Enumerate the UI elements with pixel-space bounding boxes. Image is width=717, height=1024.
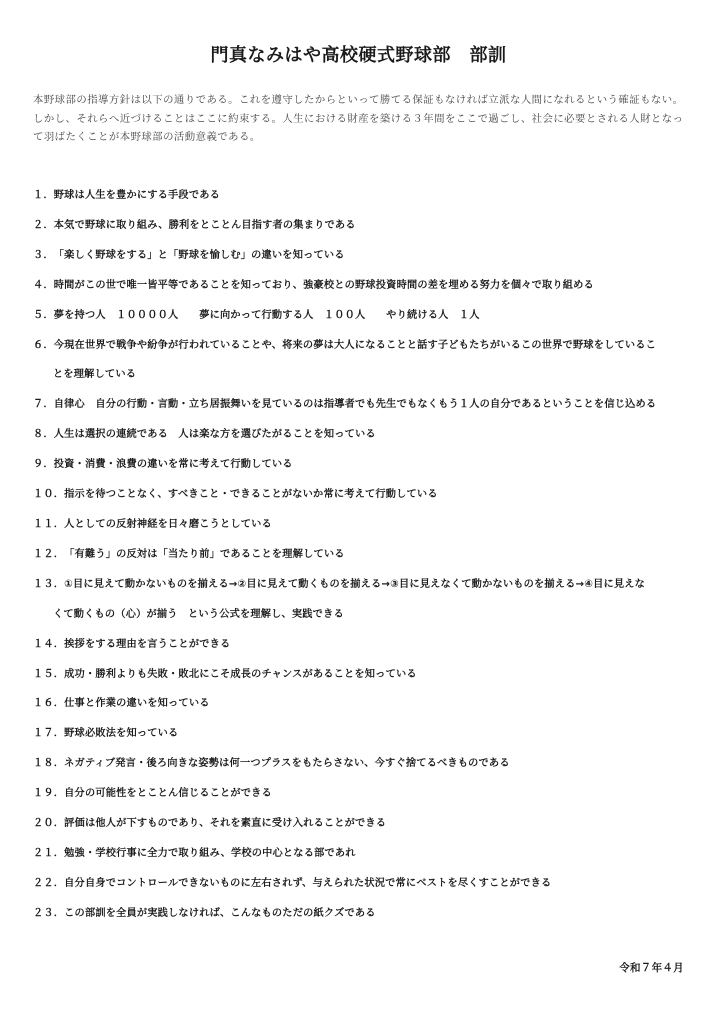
rule-item [33, 450, 693, 480]
rule-text-continuation: くて動くもの（心）が揃う という公式を理解し、実践できる [53, 608, 344, 620]
rule-number: １６． [33, 698, 65, 710]
rule-number: １３． [33, 578, 65, 590]
rule-number: ２３． [33, 907, 65, 919]
rule-text: 指示を待つことなく、すべきこと・できることがないか常に考えて行動している [64, 489, 438, 501]
rule-text: 自分自身でコントロールできないものに左右されず、与えられた状況で常にベストを尽くすことができる [64, 877, 552, 889]
rules-list [33, 181, 693, 929]
rule-number: １４． [33, 638, 65, 650]
rule-text: 「楽しく野球をする」と「野球を愉しむ」の違いを知っている [53, 249, 345, 261]
rule-item [33, 510, 693, 540]
rule-text: 自律心 自分の行動・言動・立ち居振舞いを見ているのは指導者でも先生でもなくもう１人の自分であるということを信じ込める [53, 399, 657, 411]
rule-number: １８． [33, 758, 65, 770]
rule-number: ４． [33, 279, 54, 291]
rule-text: 評価は他人が下すものであり、それを素直に受け入れることができる [64, 818, 387, 830]
rule-number: ２０． [33, 818, 65, 830]
rule-item [33, 271, 693, 301]
rule-item [33, 241, 693, 271]
rule-item [33, 181, 693, 211]
rule-item [33, 301, 693, 331]
rule-text: 「有難う」の反対は「当たり前」であることを理解している [64, 548, 345, 560]
rule-text: ネガティブ発言・後ろ向きな姿勢は何一つプラスをもたらさない、今すぐ捨てるべきものである [64, 758, 510, 770]
rule-text: 野球は人生を豊かにする手段である [53, 190, 220, 201]
rule-text: 夢を持つ人 １００００人 夢に向かって行動する人 １００人 やり続ける人 １人 [53, 309, 480, 321]
rule-item [33, 630, 693, 660]
rule-item [33, 211, 693, 241]
rule-text: 成功・勝利よりも失敗・敗北にこそ成長のチャンスがあることを知っている [64, 668, 417, 680]
rule-number: １１． [33, 518, 65, 530]
rule-item [33, 660, 693, 690]
rule-text: 自分の可能性をとことん信じることができる [64, 788, 272, 800]
rule-text: 投資・消費・浪費の違いを常に考えて行動している [53, 459, 293, 471]
rule-item [33, 839, 693, 869]
rule-number: ２２． [33, 877, 65, 889]
rule-number: ７． [33, 399, 54, 411]
rule-item [33, 899, 693, 929]
rule-number: ５． [33, 309, 54, 321]
rule-item [33, 869, 693, 899]
rule-text-continuation: とを理解している [53, 369, 137, 381]
rule-item [33, 570, 693, 630]
rule-number: １５． [33, 668, 65, 680]
rule-number: ２． [33, 219, 54, 231]
rule-text: この部訓を全員が実践しなければ、こんなものただの紙クズである [64, 907, 376, 919]
rule-number: １７． [33, 728, 65, 740]
rule-text: 今現在世界で戦争や紛争が行われていることや、将来の夢は大人になることと話す子どもたちがいるこの世界で野球をしているこ [53, 339, 657, 351]
rule-item [33, 480, 693, 510]
rule-text: 時間がこの世で唯一皆平等であることを知っており、強豪校との野球投資時間の差を埋める努力を個々で取り組める [53, 279, 594, 291]
intro-paragraph: 本野球部の指導方針は以下の通りである。これを遵守したからといって勝てる保証もなければ立派な人間になれるという確証もない。しかし、それらへ近づけることはここに約束する。人生における財産を築ける３年間をここで過ごし、社会に必要とされる人財となって羽ばたくことが本野球部の活動意義である。 [33, 94, 684, 143]
rule-number: １． [33, 190, 54, 201]
rule-text: 挨拶をする理由を言うことができる [64, 638, 231, 650]
rule-number: ２１． [33, 847, 65, 859]
rule-text: 本気で野球に取り組み、勝利をとことん目指す者の集まりである [53, 219, 356, 231]
rule-item [33, 390, 693, 420]
rule-item [33, 749, 693, 779]
rule-number: ６． [33, 339, 54, 351]
rule-item [33, 540, 693, 570]
rule-text: 勉強・学校行事に全力で取り組み、学校の中心となる部であれ [64, 847, 356, 859]
rule-number: ８． [33, 429, 54, 441]
rule-text: 野球必敗法を知っている [64, 728, 179, 740]
rule-item [33, 719, 693, 749]
document-title: 門真なみはや高校硬式野球部 部訓 [210, 45, 507, 66]
rule-number: ３． [33, 249, 54, 261]
rule-text: ①目に見えて動かないものを揃える→②目に見えて動くものを揃える→③目に見えなくて動かないものを揃える→④目に見えな [64, 578, 646, 590]
rule-text: 仕事と作業の違いを知っている [64, 698, 210, 710]
rule-item [33, 779, 693, 809]
rule-number: １２． [33, 548, 65, 560]
rule-text: 人としての反射神経を日々磨こうとしている [64, 518, 272, 530]
rule-item [33, 689, 693, 719]
rule-number: ９． [33, 459, 54, 471]
rule-number: １０． [33, 489, 65, 501]
rule-text: 人生は選択の連続である 人は楽な方を選びたがることを知っている [53, 429, 376, 441]
rule-number: １９． [33, 788, 65, 800]
rule-item [33, 809, 693, 839]
rule-item [33, 420, 693, 450]
rule-item [33, 331, 693, 391]
document-date: 令和７年４月 [619, 962, 684, 974]
